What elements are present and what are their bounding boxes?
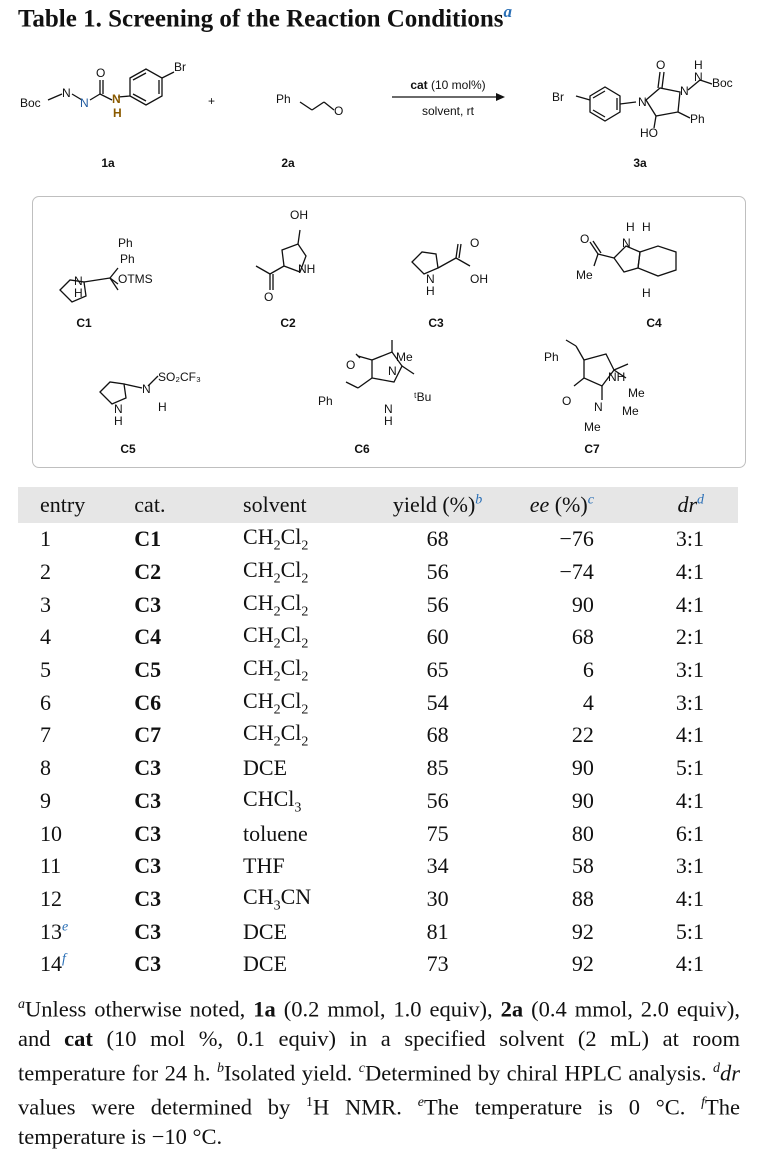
atom-me: Me [584, 420, 601, 434]
entry-number: 13 [40, 918, 62, 944]
cell-yield: 68 [426, 526, 449, 552]
table-row [18, 752, 738, 785]
solvent-part: CHCl [243, 785, 295, 811]
solvent-part: CN [280, 883, 312, 909]
cell-ee: 92 [571, 951, 594, 977]
footnote-c-text: Determined by chiral HPLC analysis. [365, 1060, 713, 1085]
header-ee [496, 487, 620, 523]
cell-dr: 5:1 [675, 918, 704, 944]
cell-entry [18, 785, 114, 818]
atom-o: O [96, 66, 106, 80]
cell-catalyst: C5 [134, 657, 162, 683]
atom-me: Me [396, 350, 413, 364]
footnote-c-mark: c [358, 1060, 366, 1076]
atom-o: O [264, 290, 274, 304]
table-row [18, 817, 738, 850]
solvent-part: Cl [280, 687, 302, 713]
atom-oh: OH [290, 208, 308, 222]
cell-yield: 30 [426, 885, 449, 911]
atom-boc: Boc [712, 76, 733, 90]
header-yield-note: b [475, 492, 483, 508]
cell-solvent [223, 686, 380, 719]
cell-ee: 90 [571, 591, 594, 617]
atom-o: O [470, 236, 480, 250]
cell-solvent [223, 883, 380, 916]
solvent-part: DCE [243, 755, 288, 781]
atom-n: N [142, 382, 151, 396]
solvent-part: CH [243, 720, 274, 746]
atom-otms: OTMS [118, 272, 153, 286]
cell-dr: 2:1 [675, 624, 704, 650]
atom-h: H [113, 106, 122, 120]
compound-label-1a: 1a [101, 156, 115, 170]
footnote-b-text: Isolated yield. [223, 1060, 359, 1085]
catalyst-label-c6: C6 [354, 442, 370, 456]
cell-yield: 73 [426, 951, 449, 977]
footnote-a-text2: (0.2 mmol, 1.0 equiv), [275, 996, 501, 1022]
atom-ph: Ph [276, 92, 291, 106]
footnote-f-mark: f [701, 1094, 706, 1110]
header-solvent: solvent [223, 487, 380, 523]
atom-me: Me [622, 404, 639, 418]
cell-ee: 68 [571, 624, 594, 650]
solvent-part: CH [243, 654, 274, 680]
cell-dr: 3:1 [675, 526, 704, 552]
atom-tbu: ᵗBu [414, 390, 432, 404]
atom-n: N [388, 364, 397, 378]
atom-h: H [426, 284, 435, 298]
cell-ee: 22 [571, 722, 594, 748]
catalyst-label-c3: C3 [428, 316, 444, 330]
cell-dr: 4:1 [675, 591, 704, 617]
header-yield-label: yield (%) [392, 492, 476, 517]
entry-number: 7 [40, 722, 51, 748]
atom-br: Br [174, 60, 186, 74]
cell-solvent [223, 850, 380, 883]
cell-solvent [223, 785, 380, 818]
entry-number: 8 [40, 755, 51, 781]
cell-catalyst: C4 [134, 624, 162, 650]
cell-dr: 3:1 [675, 689, 704, 715]
cell-entry [18, 719, 114, 752]
cell-yield: 65 [426, 657, 449, 683]
catalyst-label-c2: C2 [280, 316, 296, 330]
table-body [18, 523, 738, 981]
footnote-a-cat: cat [64, 1026, 93, 1051]
solvent-part: DCE [243, 918, 288, 944]
cell-ee: 4 [582, 689, 594, 715]
cell-entry [18, 686, 114, 719]
reaction-scheme [0, 40, 774, 480]
entry-number: 10 [40, 820, 62, 846]
table-row [18, 621, 738, 654]
cell-dr: 4:1 [675, 559, 704, 585]
header-dr [620, 487, 738, 523]
cell-solvent [223, 752, 380, 785]
footnote-d-text1: values were determined by [18, 1094, 307, 1119]
atom-br: Br [552, 90, 564, 104]
cell-ee: 6 [582, 657, 594, 683]
atom-n: N [114, 402, 123, 416]
atom-n: N [80, 96, 89, 110]
entry-number: 12 [40, 885, 62, 911]
header-dr-label: dr [677, 492, 697, 517]
cell-solvent [223, 915, 380, 948]
atom-ho: HO [640, 126, 658, 140]
table-row [18, 556, 738, 589]
cell-catalyst: C3 [134, 853, 162, 879]
reaction-cat-label: cat [410, 78, 428, 92]
table-row [18, 719, 738, 752]
cell-catalyst: C2 [134, 559, 162, 585]
solvent-part: THF [243, 853, 285, 879]
cell-entry [18, 817, 114, 850]
solvent-subscript: 2 [273, 669, 281, 685]
atom-h: H [642, 220, 651, 234]
solvent-part: Cl [280, 654, 302, 680]
entry-number: 4 [40, 624, 51, 650]
cell-ee: 80 [571, 820, 594, 846]
plus-sign: + [208, 94, 216, 108]
table-row [18, 850, 738, 883]
footnote-d-text2: H NMR. [313, 1094, 418, 1119]
cell-dr: 4:1 [675, 787, 704, 813]
cell-entry [18, 948, 114, 981]
cell-entry [18, 523, 114, 556]
reaction-conditions: solvent, rt [421, 104, 475, 118]
solvent-part: Cl [280, 556, 302, 582]
table-row [18, 883, 738, 916]
atom-n: N [426, 272, 435, 286]
entry-footnote-mark: f [62, 951, 66, 967]
cell-solvent [223, 588, 380, 621]
cell-solvent [223, 948, 380, 981]
cell-solvent [223, 719, 380, 752]
cell-entry [18, 588, 114, 621]
table-row [18, 523, 738, 556]
cell-catalyst: C3 [134, 820, 162, 846]
solvent-part: toluene [243, 820, 308, 846]
entry-number: 3 [40, 591, 51, 617]
atom-nh: NH [298, 262, 316, 276]
table-row [18, 915, 738, 948]
solvent-subscript: 2 [301, 701, 309, 717]
footnote-a-text3: (0.4 mmol, 2.0 equiv), and [18, 996, 740, 1051]
cell-yield: 81 [426, 918, 449, 944]
solvent-subscript: 3 [294, 800, 302, 816]
solvent-part: Cl [280, 720, 302, 746]
cell-yield: 54 [426, 689, 449, 715]
solvent-part: DCE [243, 951, 288, 977]
solvent-part: CH [243, 589, 274, 615]
cell-ee: −74 [559, 559, 594, 585]
catalyst-label-c5: C5 [120, 442, 136, 456]
atom-n: N [74, 274, 83, 288]
atom-nh: NH [608, 370, 626, 384]
cell-dr: 4:1 [675, 885, 704, 911]
solvent-subscript: 2 [273, 701, 281, 717]
solvent-subscript: 2 [273, 636, 281, 652]
solvent-part: CH [243, 622, 274, 648]
atom-n: N [680, 84, 689, 98]
solvent-subscript: 2 [273, 734, 281, 750]
atom-o: O [334, 104, 344, 118]
solvent-subscript: 2 [301, 538, 309, 554]
solvent-subscript: 2 [301, 603, 309, 619]
cell-ee: 90 [571, 755, 594, 781]
compound-label-2a: 2a [281, 156, 295, 170]
atom-o: O [580, 232, 590, 246]
reaction-cat-loading: (10 mol%) [431, 78, 486, 92]
atom-ph: Ph [120, 252, 135, 266]
cell-dr: 4:1 [675, 722, 704, 748]
atom-ph: Ph [118, 236, 133, 250]
footnote-d-dr: dr [719, 1060, 740, 1085]
cell-ee: 90 [571, 787, 594, 813]
atom-n: N [112, 92, 121, 106]
atom-h: H [158, 400, 167, 414]
atom-h: H [384, 414, 393, 428]
solvent-part: CH [243, 883, 274, 909]
cell-catalyst: C3 [134, 787, 162, 813]
cell-solvent [223, 817, 380, 850]
cell-ee: 92 [571, 918, 594, 944]
atom-oh: OH [470, 272, 488, 286]
table-row [18, 654, 738, 687]
cell-dr: 4:1 [675, 951, 704, 977]
cell-catalyst: C3 [134, 755, 162, 781]
solvent-subscript: 2 [301, 571, 309, 587]
catalyst-label-c4: C4 [646, 316, 662, 330]
catalyst-label-c1: C1 [76, 316, 92, 330]
table-row [18, 686, 738, 719]
entry-number: 6 [40, 689, 51, 715]
cell-yield: 56 [426, 559, 449, 585]
atom-n: N [62, 86, 71, 100]
cell-yield: 56 [426, 787, 449, 813]
cell-yield: 85 [426, 755, 449, 781]
atom-boc: Boc [20, 96, 41, 110]
cell-catalyst: C1 [134, 526, 162, 552]
cell-yield: 34 [426, 853, 449, 879]
cell-ee: 58 [571, 853, 594, 879]
entry-number: 14 [40, 951, 62, 977]
footnote-d-mark: d [712, 1060, 720, 1076]
cell-yield: 60 [426, 624, 449, 650]
header-ee-unit: (%) [554, 492, 588, 517]
table-header-row [18, 487, 738, 523]
solvent-subscript: 2 [273, 538, 281, 554]
atom-h: H [642, 286, 651, 300]
cell-yield: 75 [426, 820, 449, 846]
table-title [18, 2, 512, 33]
atom-n: N [694, 70, 703, 84]
solvent-part: CH [243, 687, 274, 713]
cell-entry [18, 883, 114, 916]
atom-ph: Ph [318, 394, 333, 408]
solvent-part: Cl [280, 524, 302, 550]
footnote-a-2a: 2a [500, 996, 524, 1022]
solvent-subscript: 2 [273, 603, 281, 619]
cell-entry [18, 654, 114, 687]
solvent-part: Cl [280, 589, 302, 615]
table-row [18, 785, 738, 818]
footnote-a-text4: (10 mol %, 0.1 equiv) in a specified solvent (2 mL) at room temperature for 24 h. [18, 1026, 740, 1085]
atom-me: Me [576, 268, 593, 282]
atom-so2cf3: SO₂CF₃ [158, 370, 201, 384]
cell-catalyst: C6 [134, 689, 162, 715]
atom-n: N [638, 95, 647, 109]
footnote-f-text: The temperature is −10 °C. [18, 1094, 741, 1149]
catalyst-label-c7: C7 [584, 442, 600, 456]
header-entry: entry [18, 487, 114, 523]
table-title-text: Table 1. Screening of the Reaction Conditions [18, 5, 504, 33]
cell-entry [18, 915, 114, 948]
cell-catalyst: C3 [134, 951, 162, 977]
solvent-subscript: 3 [273, 898, 281, 914]
atom-h: H [694, 58, 703, 72]
solvent-subscript: 2 [301, 636, 309, 652]
entry-footnote-mark: e [62, 919, 69, 935]
cell-solvent [223, 621, 380, 654]
cell-entry [18, 850, 114, 883]
cell-catalyst: C7 [134, 722, 162, 748]
footnote-b-mark: b [216, 1060, 224, 1076]
table-footnotes [18, 990, 740, 1151]
solvent-part: Cl [280, 622, 302, 648]
atom-n: N [622, 236, 631, 250]
footnote-e-text: The temperature is 0 °C. [423, 1094, 702, 1119]
cell-ee: 88 [571, 885, 594, 911]
table-row [18, 948, 738, 981]
cell-dr: 3:1 [675, 657, 704, 683]
atom-h: H [74, 286, 83, 300]
entry-number: 2 [40, 559, 51, 585]
header-cat: cat. [114, 487, 223, 523]
atom-me: Me [628, 386, 645, 400]
footnote-a-text1: Unless otherwise noted, [25, 996, 254, 1022]
cell-ee: −76 [559, 526, 594, 552]
solvent-subscript: 2 [301, 734, 309, 750]
compound-label-3a: 3a [633, 156, 647, 170]
footnote-d-nmr-superscript: 1 [306, 1094, 314, 1110]
table-row [18, 588, 738, 621]
cell-dr: 3:1 [675, 853, 704, 879]
cell-dr: 5:1 [675, 755, 704, 781]
atom-h: H [626, 220, 635, 234]
solvent-subscript: 2 [273, 571, 281, 587]
reaction-catalyst [410, 78, 485, 92]
entry-number: 9 [40, 787, 51, 813]
atom-ph: Ph [690, 112, 705, 126]
header-dr-note: d [697, 492, 704, 508]
footnote-a-1a: 1a [253, 996, 276, 1022]
results-table [18, 487, 738, 981]
entry-number: 1 [40, 526, 51, 552]
cell-entry [18, 556, 114, 589]
atom-o: O [656, 58, 666, 72]
solvent-part: CH [243, 524, 274, 550]
atom-n: N [594, 400, 603, 414]
cell-entry [18, 621, 114, 654]
cell-dr: 6:1 [675, 820, 704, 846]
entry-number: 5 [40, 657, 51, 683]
cell-catalyst: C3 [134, 918, 162, 944]
solvent-part: CH [243, 556, 274, 582]
cell-solvent [223, 523, 380, 556]
header-ee-label: ee [529, 492, 550, 517]
header-yield [380, 487, 496, 523]
cell-solvent [223, 556, 380, 589]
cell-entry [18, 752, 114, 785]
cell-yield: 68 [426, 722, 449, 748]
cell-solvent [223, 654, 380, 687]
atom-n: N [384, 402, 393, 416]
table-title-note: a [503, 2, 512, 21]
atom-o: O [562, 394, 572, 408]
atom-ph: Ph [544, 350, 559, 364]
entry-number: 11 [40, 853, 62, 879]
footnote-e-mark: e [417, 1094, 424, 1110]
atom-o: O [346, 358, 356, 372]
cell-catalyst: C3 [134, 591, 162, 617]
cell-yield: 56 [426, 591, 449, 617]
footnote-a-mark: a [18, 997, 25, 1012]
solvent-subscript: 2 [301, 669, 309, 685]
cell-catalyst: C3 [134, 885, 162, 911]
atom-h: H [114, 414, 123, 428]
header-ee-note: c [587, 492, 594, 508]
